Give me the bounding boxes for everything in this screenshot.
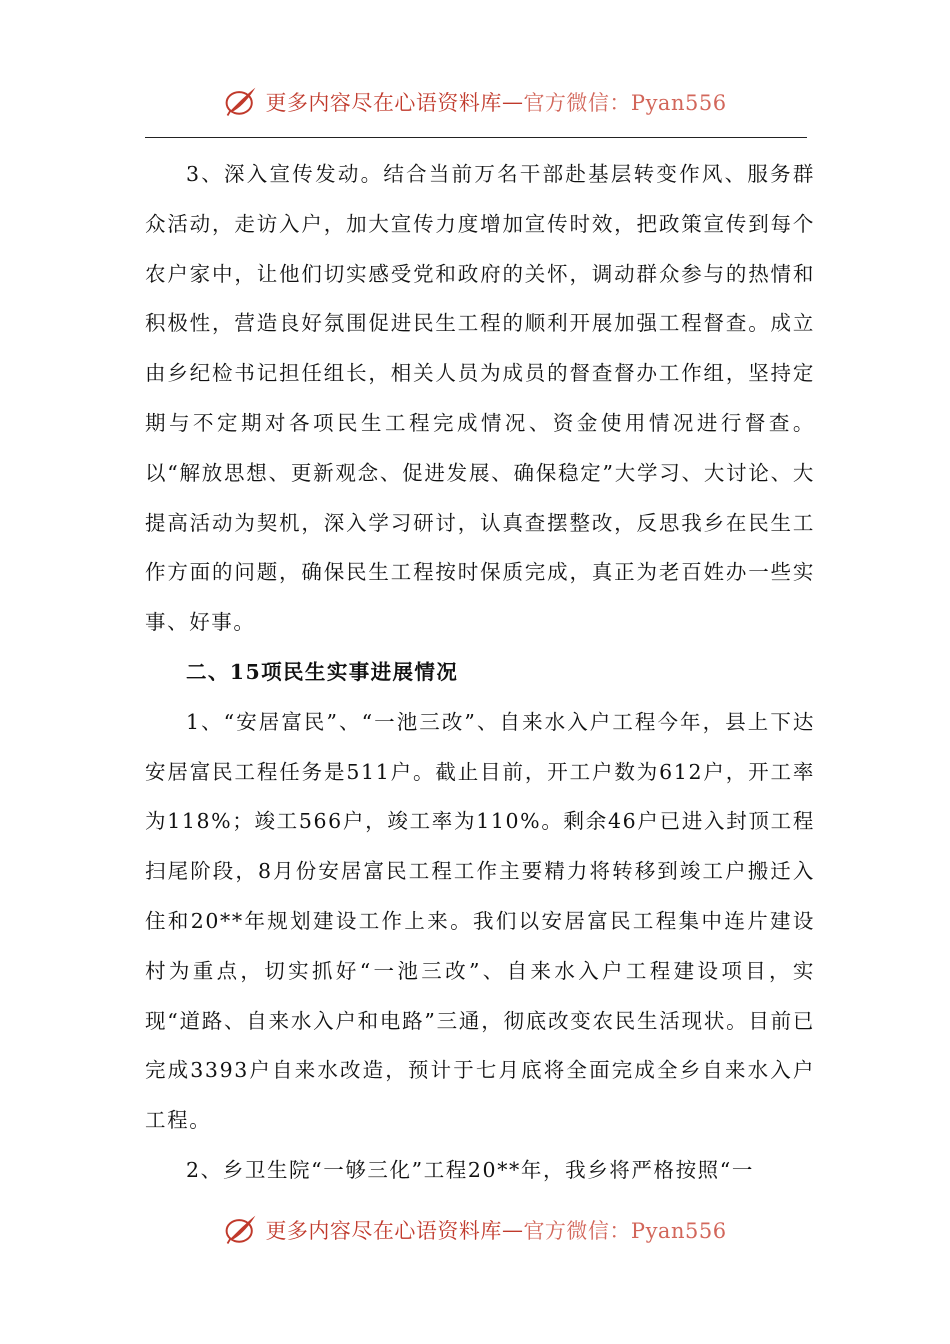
paragraph-item-1: 1、“安居富民”、“一池三改”、自来水入户工程今年，县上下达安居富民工程任务是511户。截止目前，开工户数为612户，开工率为118%；竣工566户，竣工率为110%。剩余46户已进入封顶工程扫尾阶段，8月份安居富民工程工作主要精力将转移到竣工户搬迁入住和20**年规划建设工作上来。我们以安居富民工程集中连片建设村为重点，切实抓好“一池三改”、自来水入户工程建设项目，实现“道路、自来水入户和电路”三通，彻底改变农民生活现状。目前已完成3393户自来水改造，预计于七月底将全面完成全乡自来水入户工程。 <box>145 709 815 1133</box>
document-body <box>145 150 815 1196</box>
header-banner <box>0 82 950 122</box>
header-brand-text: 更多内容尽在心语资料库 <box>265 91 502 115</box>
paragraph-item-2: 2、乡卫生院“一够三化”工程20**年，我乡将严格按照“一 <box>186 1157 754 1182</box>
paragraph-3-publicity: 3、深入宣传发动。结合当前万名干部赴基层转变作风、服务群众活动，走访入户，加大宣传力度增加宣传时效，把政策宣传到每个农户家中，让他们切实感受党和政府的关怀，调动群众参与的热情和积极性，营造良好氛围促进民生工程的顺利开展加强工程督查。成立由乡纪检书记担任组长，相关人员为成员的督查督办工作组，坚持定期与不定期对各项民生工程完成情况、资金使用情况进行督查。以“解放思想、更新观念、促进发展、确保稳定”大学习、大讨论、大提高活动为契机，深入学习研讨，认真查摆整改，反思我乡在民生工作方面的问题，确保民生工程按时保质完成，真正为老百姓办一些实事、好事。 <box>145 162 815 635</box>
footer-wechat-text: 官方微信：Pyan556 <box>523 1219 727 1243</box>
quill-logo-icon <box>223 1212 259 1248</box>
header-wechat-text: 官方微信：Pyan556 <box>523 91 727 115</box>
quill-logo-icon <box>223 84 259 120</box>
footer-brand-text: 更多内容尽在心语资料库 <box>265 1219 502 1243</box>
header-divider <box>145 137 807 138</box>
section-heading: 二、15项民生实事进展情况 <box>186 659 459 684</box>
header-separator: — <box>501 90 524 114</box>
footer-banner <box>0 1210 950 1250</box>
footer-separator: — <box>501 1218 524 1242</box>
